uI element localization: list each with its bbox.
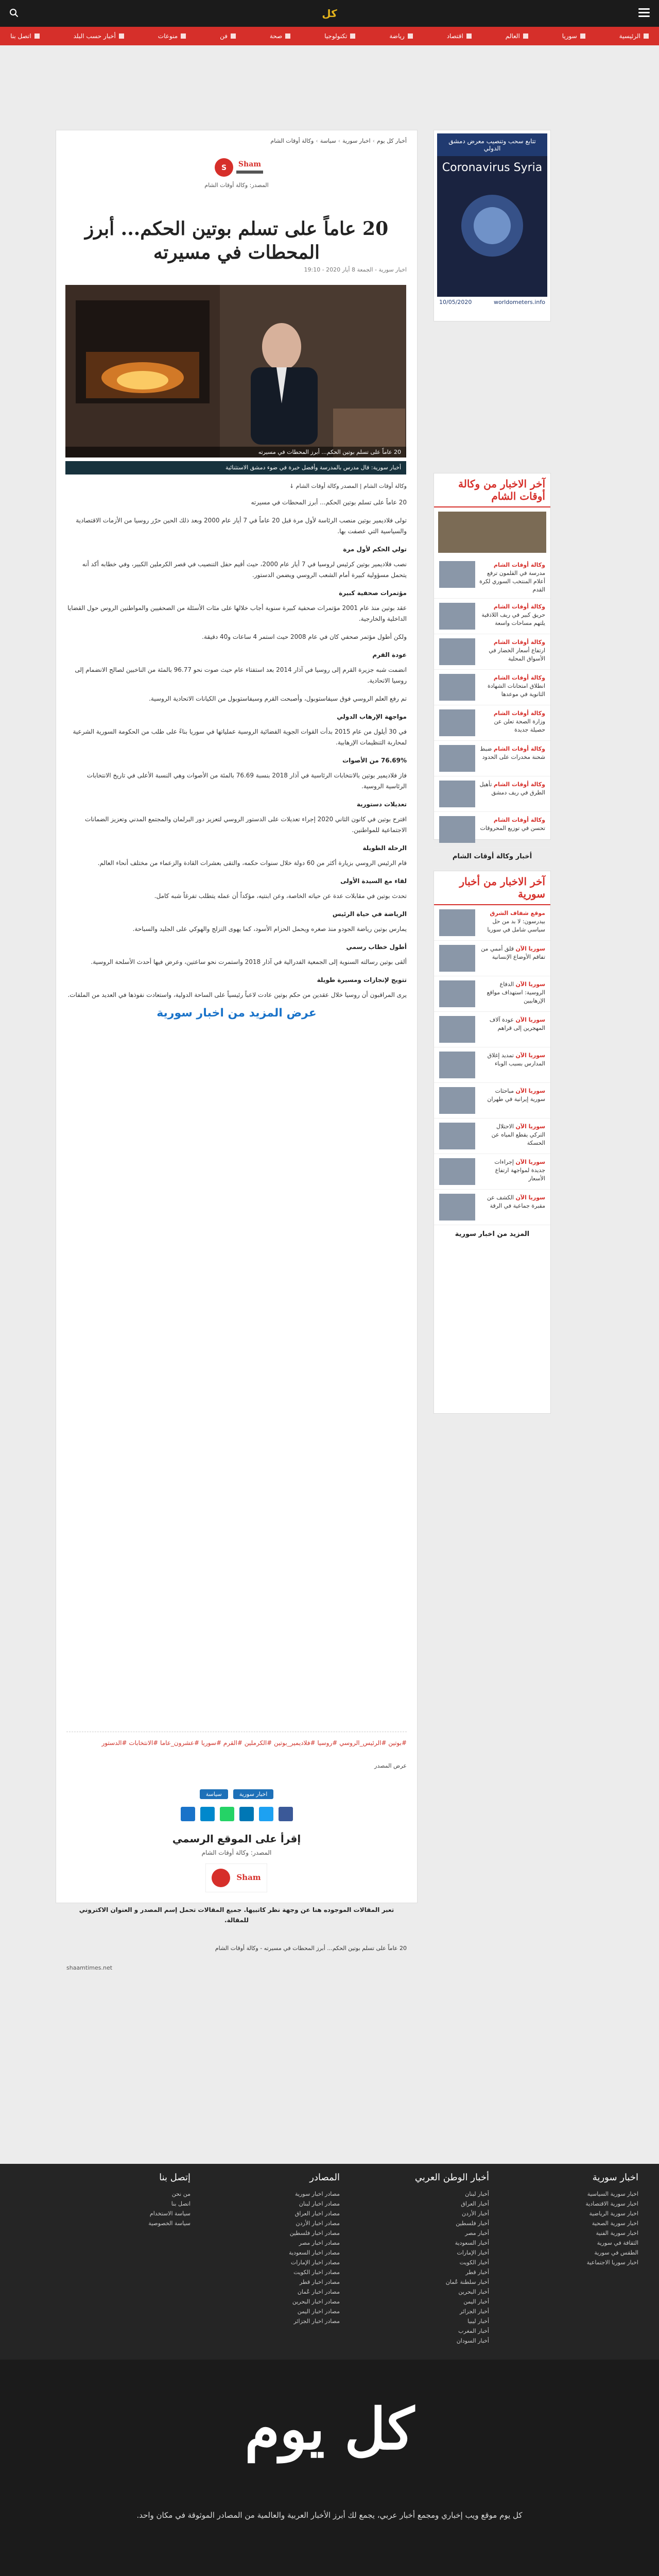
- nav-item-label: فن: [220, 32, 228, 40]
- news-source: موقع شفاف الشرق: [490, 910, 545, 917]
- article-subheading: عودة القرم: [372, 651, 407, 658]
- search-icon[interactable]: [9, 8, 19, 18]
- sidebar-news-item[interactable]: [434, 634, 550, 670]
- article-subheading: تعديلات دستورية: [356, 801, 407, 808]
- article-paragraph: ولكن أطول مؤتمر صحفي كان في عام 2008 حيث استمر 4 ساعات و40 دقيقة.: [202, 633, 407, 640]
- ad-date: 10/05/2020: [439, 299, 472, 306]
- news-source: سوريا الآن: [515, 945, 545, 952]
- nav-item-label: رياضة: [389, 32, 405, 40]
- footer-link[interactable]: أخبار فلسطين: [456, 2220, 489, 2227]
- news-thumbnail: [439, 1016, 475, 1043]
- sidebar-news-item[interactable]: [434, 1118, 550, 1154]
- svg-text:Sham: Sham: [236, 1873, 261, 1882]
- footer-link[interactable]: اخبار سورية الصحية: [592, 2220, 638, 2227]
- nav-item-icon: [285, 33, 290, 39]
- syria-header: آخر الاخبار من أخبار سورية: [434, 871, 550, 905]
- photo-illustration: [65, 285, 406, 457]
- news-headline: الاحتلال التركي يقطع المياه عن الحسكة: [491, 1123, 545, 1146]
- nav-item-label: صحة: [269, 32, 283, 40]
- nav-item-label: منوعات: [158, 32, 178, 40]
- top-bar: [0, 0, 659, 27]
- latest-more-link[interactable]: أخبار وكالة أوقات الشام: [452, 853, 532, 860]
- tag-list[interactable]: #بوتين #الرئيس_الروسي #روسيا #فلاديمير_بوتين #الكرملين #القرم #سوريا #عشرون_عاما #الانتخابات #الدستور: [66, 1732, 407, 1749]
- footer-column-title[interactable]: إتصل بنا: [159, 2172, 190, 2183]
- facebook-icon[interactable]: [279, 1807, 293, 1821]
- news-text: [479, 638, 545, 663]
- news-text: [479, 745, 545, 761]
- sidebar-news-item[interactable]: [434, 705, 550, 741]
- news-text: [479, 909, 545, 934]
- source-url[interactable]: shaamtimes.net: [66, 1964, 113, 1971]
- sidebar-news-item[interactable]: [434, 1083, 550, 1118]
- share-buttons: [56, 1807, 417, 1821]
- virus-illustration: [437, 174, 547, 277]
- footer-link[interactable]: أخبار الكويت: [459, 2259, 489, 2266]
- news-headline: الكشف عن مقبرة جماعية في الرقة: [487, 1194, 545, 1209]
- footer-link[interactable]: مصادر اخبار مصر: [299, 2240, 340, 2246]
- breadcrumb-item[interactable]: أخبار كل يوم: [377, 138, 407, 144]
- nav-item-icon: [119, 33, 124, 39]
- nav-item[interactable]: [10, 32, 40, 40]
- news-text: [479, 674, 545, 699]
- news-text: [479, 781, 545, 797]
- sidebar-news-item[interactable]: [434, 1047, 550, 1083]
- news-source: سوريا الآن: [515, 1052, 545, 1059]
- footer-link[interactable]: أخبار السودان: [456, 2337, 489, 2344]
- news-source: وكالة أوقات الشام: [493, 639, 545, 646]
- footer-link[interactable]: اخبار سورية الاقتصادية: [585, 2200, 638, 2207]
- footer-link[interactable]: مصادر اخبار اليمن: [297, 2308, 340, 2315]
- footer-link[interactable]: أخبار سلطنة عُمان: [445, 2279, 489, 2285]
- article-paragraph: 20 عاماً على تسلم بوتين الحكم... أبرز المحطات في مسيرته: [251, 499, 407, 506]
- footer-link[interactable]: مصادر اخبار عُمان: [297, 2289, 340, 2295]
- news-source: وكالة أوقات الشام: [493, 603, 545, 610]
- news-headline: بيدرسون: لا بد من حل سياسي شامل في سوريا: [487, 918, 545, 933]
- nav-item[interactable]: [506, 32, 528, 40]
- news-headline: وزارة الصحة تعلن عن حصيلة جديدة: [494, 718, 545, 733]
- footer-link[interactable]: مصادر اخبار الإمارات: [290, 2259, 340, 2266]
- news-thumbnail: [439, 745, 475, 772]
- news-thumbnail: [439, 674, 475, 701]
- news-headline: إجراءات جديدة لمواجهة ارتفاع الأسعار: [494, 1159, 545, 1182]
- footer-link[interactable]: أخبار لبنان: [465, 2191, 489, 2197]
- byline[interactable]: وكالة أوقات الشام | المصدر وكالة أوقات الشام ↓: [289, 483, 407, 489]
- news-text: [479, 1194, 545, 1210]
- footer-link[interactable]: اخبار سوريا الاجتماعية: [586, 2259, 638, 2266]
- article-paragraph: في 30 أيلول من عام 2015 بدأت القوات الجوية الفضائية الروسية عملياتها في سوريا بناءً على طلب من الحكومة السورية الشرعية لمحاربة التنظيمات الإرهابية.: [73, 728, 407, 746]
- nav-item-icon: [350, 33, 355, 39]
- brand-section: [0, 2360, 659, 2576]
- footer-link[interactable]: مصادر اخبار الكويت: [293, 2269, 340, 2276]
- footer-link[interactable]: مصادر اخبار الجزائر: [293, 2318, 340, 2325]
- more-news-link[interactable]: عرض المزيد من اخبار سورية: [157, 1007, 317, 1020]
- chip-syria-news[interactable]: اخبار سورية: [233, 1789, 274, 1799]
- news-text: [479, 816, 545, 833]
- breadcrumb-separator: ›: [372, 138, 375, 144]
- footer-link[interactable]: أخبار الأردن: [462, 2210, 489, 2217]
- article-paragraph: تحدث بوتين في مقابلات عدة عن حياته الخاصة، وعن ابنتيه، مؤكداً أن عمله يتطلب تفرغاً شبه كامل.: [154, 892, 407, 900]
- article-body: [66, 497, 407, 1029]
- sidebar-news-item[interactable]: [434, 670, 550, 705]
- category-chips: [56, 1789, 417, 1799]
- email-icon[interactable]: [181, 1807, 195, 1821]
- news-text: [479, 561, 545, 594]
- nav-item-label: اقتصاد: [446, 32, 463, 40]
- nav-item[interactable]: [562, 32, 585, 40]
- article-title: 20 عاماً على تسلم بوتين الحكم... أبرز المحطات في مسيرته: [84, 218, 389, 264]
- news-text: [479, 1052, 545, 1068]
- news-headline: عودة آلاف المهجرين إلى قراهم: [489, 1016, 545, 1031]
- footer-link[interactable]: أخبار المغرب: [458, 2328, 489, 2334]
- nav-item-label: أخبار حسب البلد: [73, 32, 116, 40]
- footer-column-title[interactable]: اخبار سورية: [592, 2172, 638, 2183]
- footer-link[interactable]: أخبار مصر: [465, 2230, 489, 2236]
- sidebar-latest: [433, 473, 551, 860]
- footer-link[interactable]: مصادر اخبار لبنان: [299, 2200, 340, 2207]
- footer-link[interactable]: أخبار قطر: [465, 2269, 489, 2276]
- nav-item[interactable]: [74, 32, 124, 40]
- site-logo[interactable]: [314, 6, 345, 21]
- news-headline: انطلاق امتحانات الشهادة الثانوية في موعدها: [487, 683, 545, 698]
- ad-title: Coronavirus Syria: [442, 161, 543, 174]
- corona-ad[interactable]: [437, 133, 547, 308]
- news-source: وكالة أوقات الشام: [493, 710, 545, 717]
- sidebar-news-item[interactable]: [434, 941, 550, 976]
- news-text: [479, 1158, 545, 1183]
- ad-footer: [437, 297, 547, 308]
- nav-item[interactable]: [447, 32, 472, 40]
- news-source: وكالة أوقات الشام: [493, 817, 545, 823]
- news-source: سوريا الآن: [515, 981, 545, 988]
- nav-item-icon: [181, 33, 186, 39]
- hamburger-menu-icon[interactable]: [638, 8, 650, 18]
- brand-logo: كل يوم: [245, 2396, 414, 2462]
- news-headline: تأهيل الطرق في ريف دمشق: [479, 781, 545, 796]
- nav-item[interactable]: [389, 32, 412, 40]
- logo-accent: كل: [322, 7, 337, 20]
- footer-link[interactable]: اتصل بنا: [171, 2200, 190, 2207]
- linkedin-icon[interactable]: [239, 1807, 254, 1821]
- news-thumbnail: [439, 1052, 475, 1078]
- brand-description: كل يوم موقع ويب إخباري ومجمع أخبار عربي، يجمع لك أبرز الأخبار العربية والعالمية من المصادر الموثوقة في مكان واحد.: [136, 2511, 523, 2520]
- nav-item[interactable]: [270, 32, 290, 40]
- footer-column: [520, 2172, 638, 2267]
- twitter-icon[interactable]: [259, 1807, 273, 1821]
- article-subheading: الرحلة الطويلة: [362, 844, 407, 852]
- news-thumbnail: [439, 781, 475, 807]
- footer-column: [72, 2172, 190, 2228]
- breadcrumb-item[interactable]: سياسة: [320, 138, 336, 144]
- sidebar-news-item[interactable]: [434, 812, 550, 848]
- sidebar-news-item[interactable]: [434, 1154, 550, 1190]
- article-footline-visible[interactable]: 20 عاماً على تسلم بوتين الحكم... أبرز المحطات في مسيرته - وكالة أوقات الشام: [215, 1945, 407, 1952]
- nav-item-icon: [231, 33, 236, 39]
- footer-column: [221, 2172, 340, 2326]
- article-subheading: الرياضة في حياة الرئيس: [332, 910, 407, 918]
- nav-item-icon: [580, 33, 585, 39]
- footer-link[interactable]: الثقافة في سورية: [597, 2240, 638, 2246]
- article-photo: [65, 285, 406, 457]
- news-thumbnail: [439, 945, 475, 972]
- sidebar-news-item[interactable]: [434, 599, 550, 634]
- news-headline: تمديد إغلاق المدارس بسبب الوباء: [487, 1052, 545, 1067]
- breadcrumb-separator: ›: [338, 138, 341, 144]
- news-headline: ارتفاع أسعار الخضار في الأسواق المحلية: [489, 647, 545, 662]
- nav-item-label: العالم: [505, 32, 520, 40]
- footer-link[interactable]: اخبار سورية الرياضية: [589, 2210, 638, 2217]
- news-source: وكالة أوقات الشام: [493, 674, 545, 681]
- sidebar-news-item[interactable]: [434, 1012, 550, 1047]
- article-paragraph: انضمت شبه جزيرة القرم إلى روسيا في آذار 2014 بعد استفتاء عام حيث صوت نحو 96.77 بالمئة من الناخبين لصالح الانضمام إلى روسيا الاتحادية.: [75, 666, 407, 684]
- read-on-source: المصدر: وكالة أوقات الشام: [201, 1849, 272, 1856]
- news-thumbnail: [439, 603, 475, 630]
- news-text: [479, 1016, 545, 1032]
- nav-item[interactable]: [158, 32, 186, 40]
- article-meta: اخبار سورية - الجمعة 8 أيار 2020 - 19:10: [304, 266, 407, 273]
- news-thumbnail: [439, 709, 475, 736]
- footer-link[interactable]: أخبار البحرين: [458, 2289, 489, 2295]
- news-headline: حريق كبير في ريف اللاذقية يلتهم مساحات واسعة: [481, 612, 545, 626]
- nav-item-label: تكنولوجيا: [324, 32, 348, 40]
- news-text: [479, 603, 545, 628]
- news-text: [479, 1123, 545, 1147]
- breadcrumb-separator: ›: [316, 138, 318, 144]
- footer-nav: [0, 2164, 659, 2360]
- nav-item[interactable]: [324, 32, 355, 40]
- nav-item-icon: [408, 33, 413, 39]
- article-subheading: مواجهة الإرهاب الدولي: [337, 713, 407, 720]
- news-source: وكالة أوقات الشام: [493, 745, 545, 752]
- footer-link[interactable]: أخبار الإمارات: [457, 2249, 489, 2256]
- footer-link[interactable]: أخبار ليبيا: [467, 2318, 489, 2325]
- svg-text:Sham: Sham: [238, 160, 262, 168]
- footer-column: [371, 2172, 489, 2346]
- news-ticker[interactable]: أخبار سورية: قال مدرس بالمدرسة وأفضل خبرة في ضوء دمشق الاستثنائية: [65, 461, 406, 474]
- news-thumbnail: [439, 1194, 475, 1221]
- article-subheading: أطول خطاب رسمي: [346, 943, 407, 951]
- breadcrumb-item[interactable]: وكالة أوقات الشام: [270, 138, 314, 144]
- sidebar-syria: [433, 871, 551, 1414]
- breadcrumb-item[interactable]: اخبار سورية: [342, 138, 371, 144]
- sidebar-news-item[interactable]: [434, 557, 550, 599]
- footer-link[interactable]: من نحن: [171, 2191, 190, 2197]
- latest-lead-image[interactable]: [438, 512, 546, 553]
- article-paragraph: يرى المراقبون أن روسيا خلال عقدين من حكم بوتين عادت لاعباً رئيسياً على الساحة الدولية، واستعادت نفوذها في العديد من الملفات.: [67, 991, 407, 998]
- nav-item-label: سوريا: [562, 32, 577, 40]
- news-headline: مدرسة في القلمون ترفع أعلام المنتخب السوري لكرة القدم: [479, 570, 545, 593]
- article-paragraph: يمارس بوتين رياضة الجودو منذ صغره ويحمل الحزام الأسود، كما يهوى التزلج والهوكي على الجليد والسباحة.: [132, 925, 407, 933]
- footer-link[interactable]: أخبار العراق: [461, 2200, 489, 2207]
- read-on-official-site[interactable]: إقرأ على الموقع الرسمي: [172, 1833, 301, 1845]
- footer-link[interactable]: مصادر اخبار العراق: [294, 2210, 340, 2217]
- news-source: سوريا الآن: [515, 1016, 545, 1023]
- footer-link[interactable]: مصادر اخبار الأردن: [296, 2220, 340, 2227]
- footer-link[interactable]: اخبار سورية السياسية: [587, 2191, 638, 2197]
- article-subheading: لقاء مع السيدة الأولى: [340, 877, 407, 885]
- news-thumbnail: [439, 638, 475, 665]
- photo-caption: 20 عاماً على تسلم بوتين الحكم... أبرز المحطات في مسيرته: [65, 447, 406, 457]
- footer-link[interactable]: أخبار السعودية: [455, 2240, 489, 2246]
- article-paragraph: تولى فلاديمير بوتين منصب الرئاسة لأول مرة قبل 20 عاماً في 7 أيار عام 2000 وبعد ذلك الحين حرّر روسيا من الأزمات الاقتصادية والسياسية التي عصفت بها.: [76, 517, 407, 535]
- news-headline: تحسن في توزيع المحروقات: [480, 825, 545, 832]
- view-source-link[interactable]: عرض المصدر: [374, 1762, 407, 1769]
- article-paragraph: قام الرئيس الروسي بزيارة أكثر من 60 دولة خلال سنوات حكمه، والتقى بعشرات القادة والزعماء من مختلف أنحاء العالم.: [97, 859, 407, 867]
- news-source: وكالة أوقات الشام: [493, 781, 545, 788]
- breadcrumb: [270, 138, 407, 144]
- news-source: سوريا الآن: [515, 1194, 545, 1201]
- footer-link[interactable]: مصادر اخبار قطر: [299, 2279, 340, 2285]
- article-subheading: مؤتمرات صحفية كبيرة: [339, 589, 407, 597]
- article-paragraph: تم رفع العلم الروسي فوق سيفاستوبول، وأصبحت القرم وسيفاستوبول من الكيانات الاتحادية الروسية.: [149, 695, 407, 702]
- article-paragraph: نصب فلاديمير بوتين كرئيس لروسيا في 7 أيار عام 2000، حيث أقيم حفل التنصيب في قصر الكرملين الكبير، وفي خطابه أكد أنه يتحمل مسؤولية كبيرة أمام الشعب الروسي ويضمن الدستور.: [82, 561, 407, 579]
- sidebar-ad: [433, 130, 551, 321]
- nav-item[interactable]: [619, 32, 649, 40]
- news-source: سوريا الآن: [515, 1088, 545, 1094]
- news-headline: مباحثات سورية إيرانية في طهران: [487, 1088, 545, 1103]
- footer-column-title[interactable]: المصادر: [309, 2172, 340, 2183]
- footer-column-title[interactable]: أخبار الوطن العربي: [414, 2172, 489, 2183]
- article-subheading: تتويج لإنجازات ومسيرة طويلة: [317, 976, 407, 984]
- news-thumbnail: [439, 561, 475, 588]
- news-source: سوريا الآن: [515, 1159, 545, 1165]
- news-text: [479, 709, 545, 734]
- news-headline: قلق أممي من تفاقم الأوضاع الإنسانية: [481, 945, 545, 960]
- footer-link[interactable]: أخبار اليمن: [463, 2298, 489, 2305]
- nav-item-icon: [34, 33, 40, 39]
- footer-link[interactable]: مصادر اخبار فلسطين: [289, 2230, 340, 2236]
- news-thumbnail: [439, 1087, 475, 1114]
- article-subheading: تولي الحكم لأول مرة: [343, 546, 407, 553]
- news-thumbnail: [439, 1123, 475, 1149]
- news-thumbnail: [439, 816, 475, 843]
- footer-link[interactable]: سياسة الاستخدام: [149, 2210, 190, 2217]
- article-paragraph: فاز فلاديمير بوتين بالانتخابات الرئاسية في آذار 2018 بنسبة 76.69 بالمئة من الأصوات وهي النسبة الأعلى في تاريخ الانتخابات الرئاسية الروسية.: [86, 772, 407, 790]
- footer-link[interactable]: اخبار سورية الفنية: [596, 2230, 638, 2236]
- disclaimer: تعبر المقالات الموجوده هنا عن وجهة نظر كاتبيها. جميع المقالات تحمل إسم المصدر و العنوان الاكتروني للمقالة.: [79, 1906, 394, 1924]
- footer-link[interactable]: سياسة الخصوصية: [148, 2220, 190, 2227]
- news-thumbnail: [439, 909, 475, 936]
- footer-link[interactable]: الطقس في سورية: [594, 2249, 638, 2256]
- sidebar-news-item[interactable]: [434, 776, 550, 812]
- sidebar-news-item[interactable]: [434, 905, 550, 941]
- source-logo: [210, 154, 266, 181]
- telegram-icon[interactable]: [200, 1807, 215, 1821]
- whatsapp-icon[interactable]: [220, 1807, 234, 1821]
- nav-item-icon: [523, 33, 528, 39]
- sidebar-news-item[interactable]: [434, 741, 550, 776]
- nav-item[interactable]: [220, 32, 236, 40]
- news-source: وكالة أوقات الشام: [493, 562, 545, 568]
- footer-link[interactable]: مصادر اخبار السعودية: [289, 2249, 340, 2256]
- article-subheading: 76.69% من الأصوات: [342, 757, 407, 764]
- nav-item-icon: [466, 33, 472, 39]
- source-logo-bottom[interactable]: [205, 1863, 267, 1892]
- nav-item-label: الرئيسية: [619, 32, 640, 40]
- news-text: [479, 980, 545, 1005]
- svg-text:S: S: [221, 164, 227, 172]
- sidebar-news-item[interactable]: [434, 976, 550, 1012]
- syria-more-link[interactable]: المزيد من اخبار سورية: [455, 1230, 530, 1238]
- news-headline: الدفاع الروسية: استهداف مواقع الإرهابيين: [487, 981, 545, 1004]
- news-text: [479, 945, 545, 961]
- sidebar-news-item[interactable]: [434, 1190, 550, 1225]
- article-paragraph: اقترح بوتين في كانون الثاني 2020 إجراء تعديلات على الدستور الروسي لتعزيز دور البرلمان والمجتمع المدني وتعزيز الضمانات الاجتماعية للمواطنين.: [85, 816, 407, 834]
- source-name: المصدر: وكالة أوقات الشام: [204, 182, 269, 189]
- article-paragraph: ألقى بوتين رسالته السنوية إلى الجمعية الفدرالية في آذار 2018 واستمرت نحو ساعتين، وعرض فيها أحدث الأسلحة الروسية.: [91, 958, 407, 965]
- footer-link[interactable]: أخبار الجزائر: [459, 2308, 489, 2315]
- main-nav: [0, 27, 659, 45]
- chip-politics[interactable]: سياسة: [200, 1789, 228, 1799]
- news-thumbnail: [439, 980, 475, 1007]
- news-headline: ضبط شحنة مخدرات على الحدود: [480, 745, 545, 760]
- footer-link[interactable]: مصادر اخبار سورية: [295, 2191, 340, 2197]
- footer-link[interactable]: مصادر اخبار البحرين: [292, 2298, 340, 2305]
- news-source: سوريا الآن: [515, 1123, 545, 1130]
- nav-item-label: اتصل بنا: [10, 32, 31, 40]
- article-card: [56, 130, 418, 1971]
- latest-header: آخر الاخبار من وكالة أوقات الشام: [434, 473, 550, 507]
- news-thumbnail: [439, 1158, 475, 1185]
- ad-headline: تتابع سحب وتنصيب معرض دمشق الدولي: [437, 133, 547, 156]
- nav-item-icon: [644, 33, 649, 39]
- article-paragraph: عقد بوتين منذ عام 2001 مؤتمرات صحفية كبيرة سنوية أجاب خلالها على مئات الأسئلة من الصحفيين والمواطنين الروس حول القضايا الداخلية والخارجية.: [67, 604, 407, 622]
- ad-site: worldometers.info: [494, 299, 545, 306]
- news-text: [479, 1087, 545, 1104]
